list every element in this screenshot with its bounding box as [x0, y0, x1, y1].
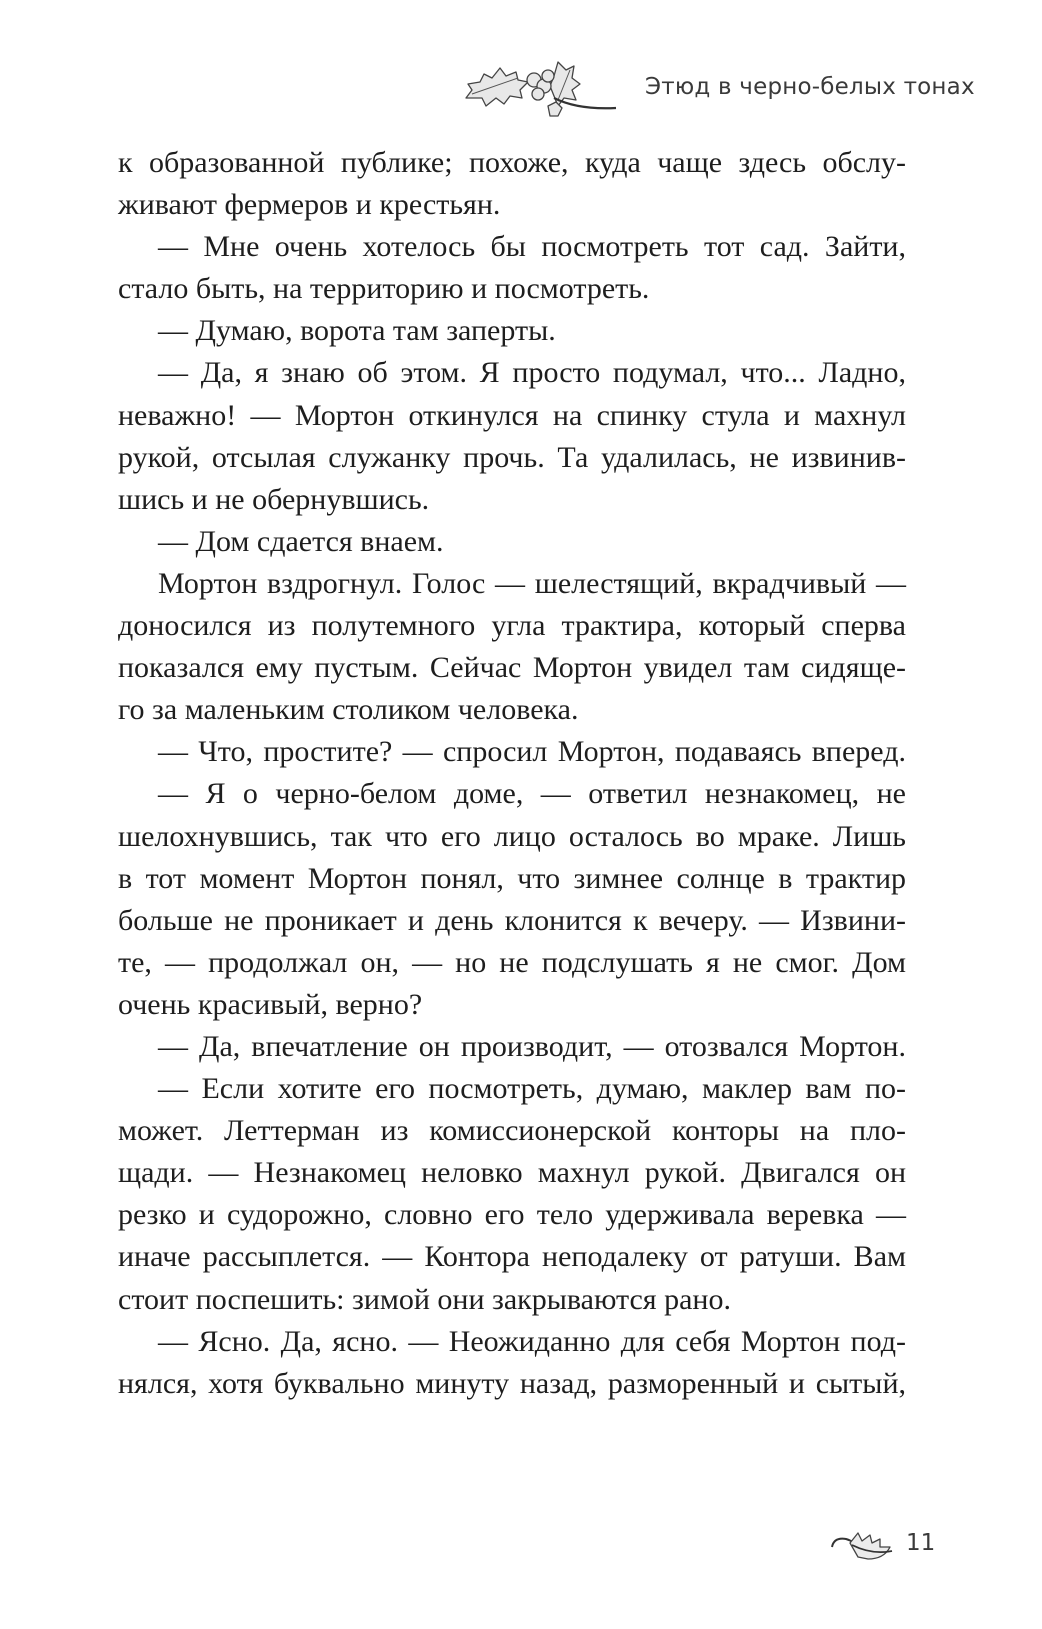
text-line: неважно! — Мортон откинулся на спинку стула и махнул [118, 398, 906, 432]
page-number: 11 [906, 1530, 936, 1556]
holly-branch-icon [458, 56, 626, 120]
text-line: стоит поспешить: зимой они закрываются рано. [118, 1282, 731, 1316]
text-line: — Ясно. Да, ясно. — Неожиданно для себя Мортон под- [158, 1324, 906, 1358]
text-line: го за маленьким столиком человека. [118, 693, 579, 727]
text-line: — Если хотите его посмотреть, думаю, маклер вам по- [158, 1072, 906, 1106]
text-line: больше не проникает и день клонится к вечеру. — Извини- [118, 903, 906, 937]
text-line: — Да, впечатление он производит, — отозвался Мортон. [158, 1029, 906, 1063]
text-line: — Что, простите? — спросил Мортон, подаваясь вперед. [158, 735, 906, 769]
text-line: очень красивый, верно? [118, 987, 423, 1021]
holly-leaf-icon [828, 1527, 898, 1567]
text-line: — Я о черно-белом доме, — ответил незнакомец, не [158, 777, 906, 811]
text-line: иначе рассыплется. — Контора неподалеку от ратуши. Вам [118, 1240, 906, 1274]
text-line: в тот момент Мортон понял, что зимнее солнце в трактир [118, 861, 906, 895]
text-line: — Мне очень хотелось бы посмотреть тот сад. Зайти, [158, 230, 906, 264]
text-line: показался ему пустым. Сейчас Мортон увидел там сидяще- [118, 651, 906, 685]
text-line: доносился из полутемного угла трактира, который сперва [118, 609, 906, 643]
text-line: — Да, я знаю об этом. Я просто подумал, что... Ладно, [158, 356, 906, 390]
text-line: стало быть, на территорию и посмотреть. [118, 272, 650, 306]
text-line: к образованной публике; похоже, куда чаще здесь обслу- [118, 146, 906, 179]
running-title: Этюд в черно-белых тонах [645, 74, 975, 100]
text-line: Мортон вздрогнул. Голос — шелестящий, вкрадчивый — [158, 566, 906, 600]
text-line: — Думаю, ворота там заперты. [158, 314, 556, 348]
page-body-text [118, 142, 906, 1405]
text-line: шись и не обернувшись. [118, 482, 430, 516]
text-line: рукой, отсылая служанку прочь. Та удалилась, не извинив- [118, 440, 906, 474]
text-line: шелохнувшись, так что его лицо осталось во мраке. Лишь [118, 819, 906, 853]
text-line: может. Леттерман из комиссионерской конторы на пло- [118, 1114, 906, 1148]
text-line: нялся, хотя буквально минуту назад, разморенный и сытый, [118, 1366, 906, 1400]
text-line: те, — продолжал он, — но не подслушать я не смог. Дом [118, 945, 906, 979]
text-line: — Дом сдается внаем. [158, 524, 444, 558]
text-line: живают фермеров и крестьян. [118, 188, 501, 222]
text-line: резко и судорожно, словно его тело удерживала веревка — [118, 1198, 906, 1232]
text-line: щади. — Незнакомец неловко махнул рукой. Двигался он [118, 1156, 906, 1190]
